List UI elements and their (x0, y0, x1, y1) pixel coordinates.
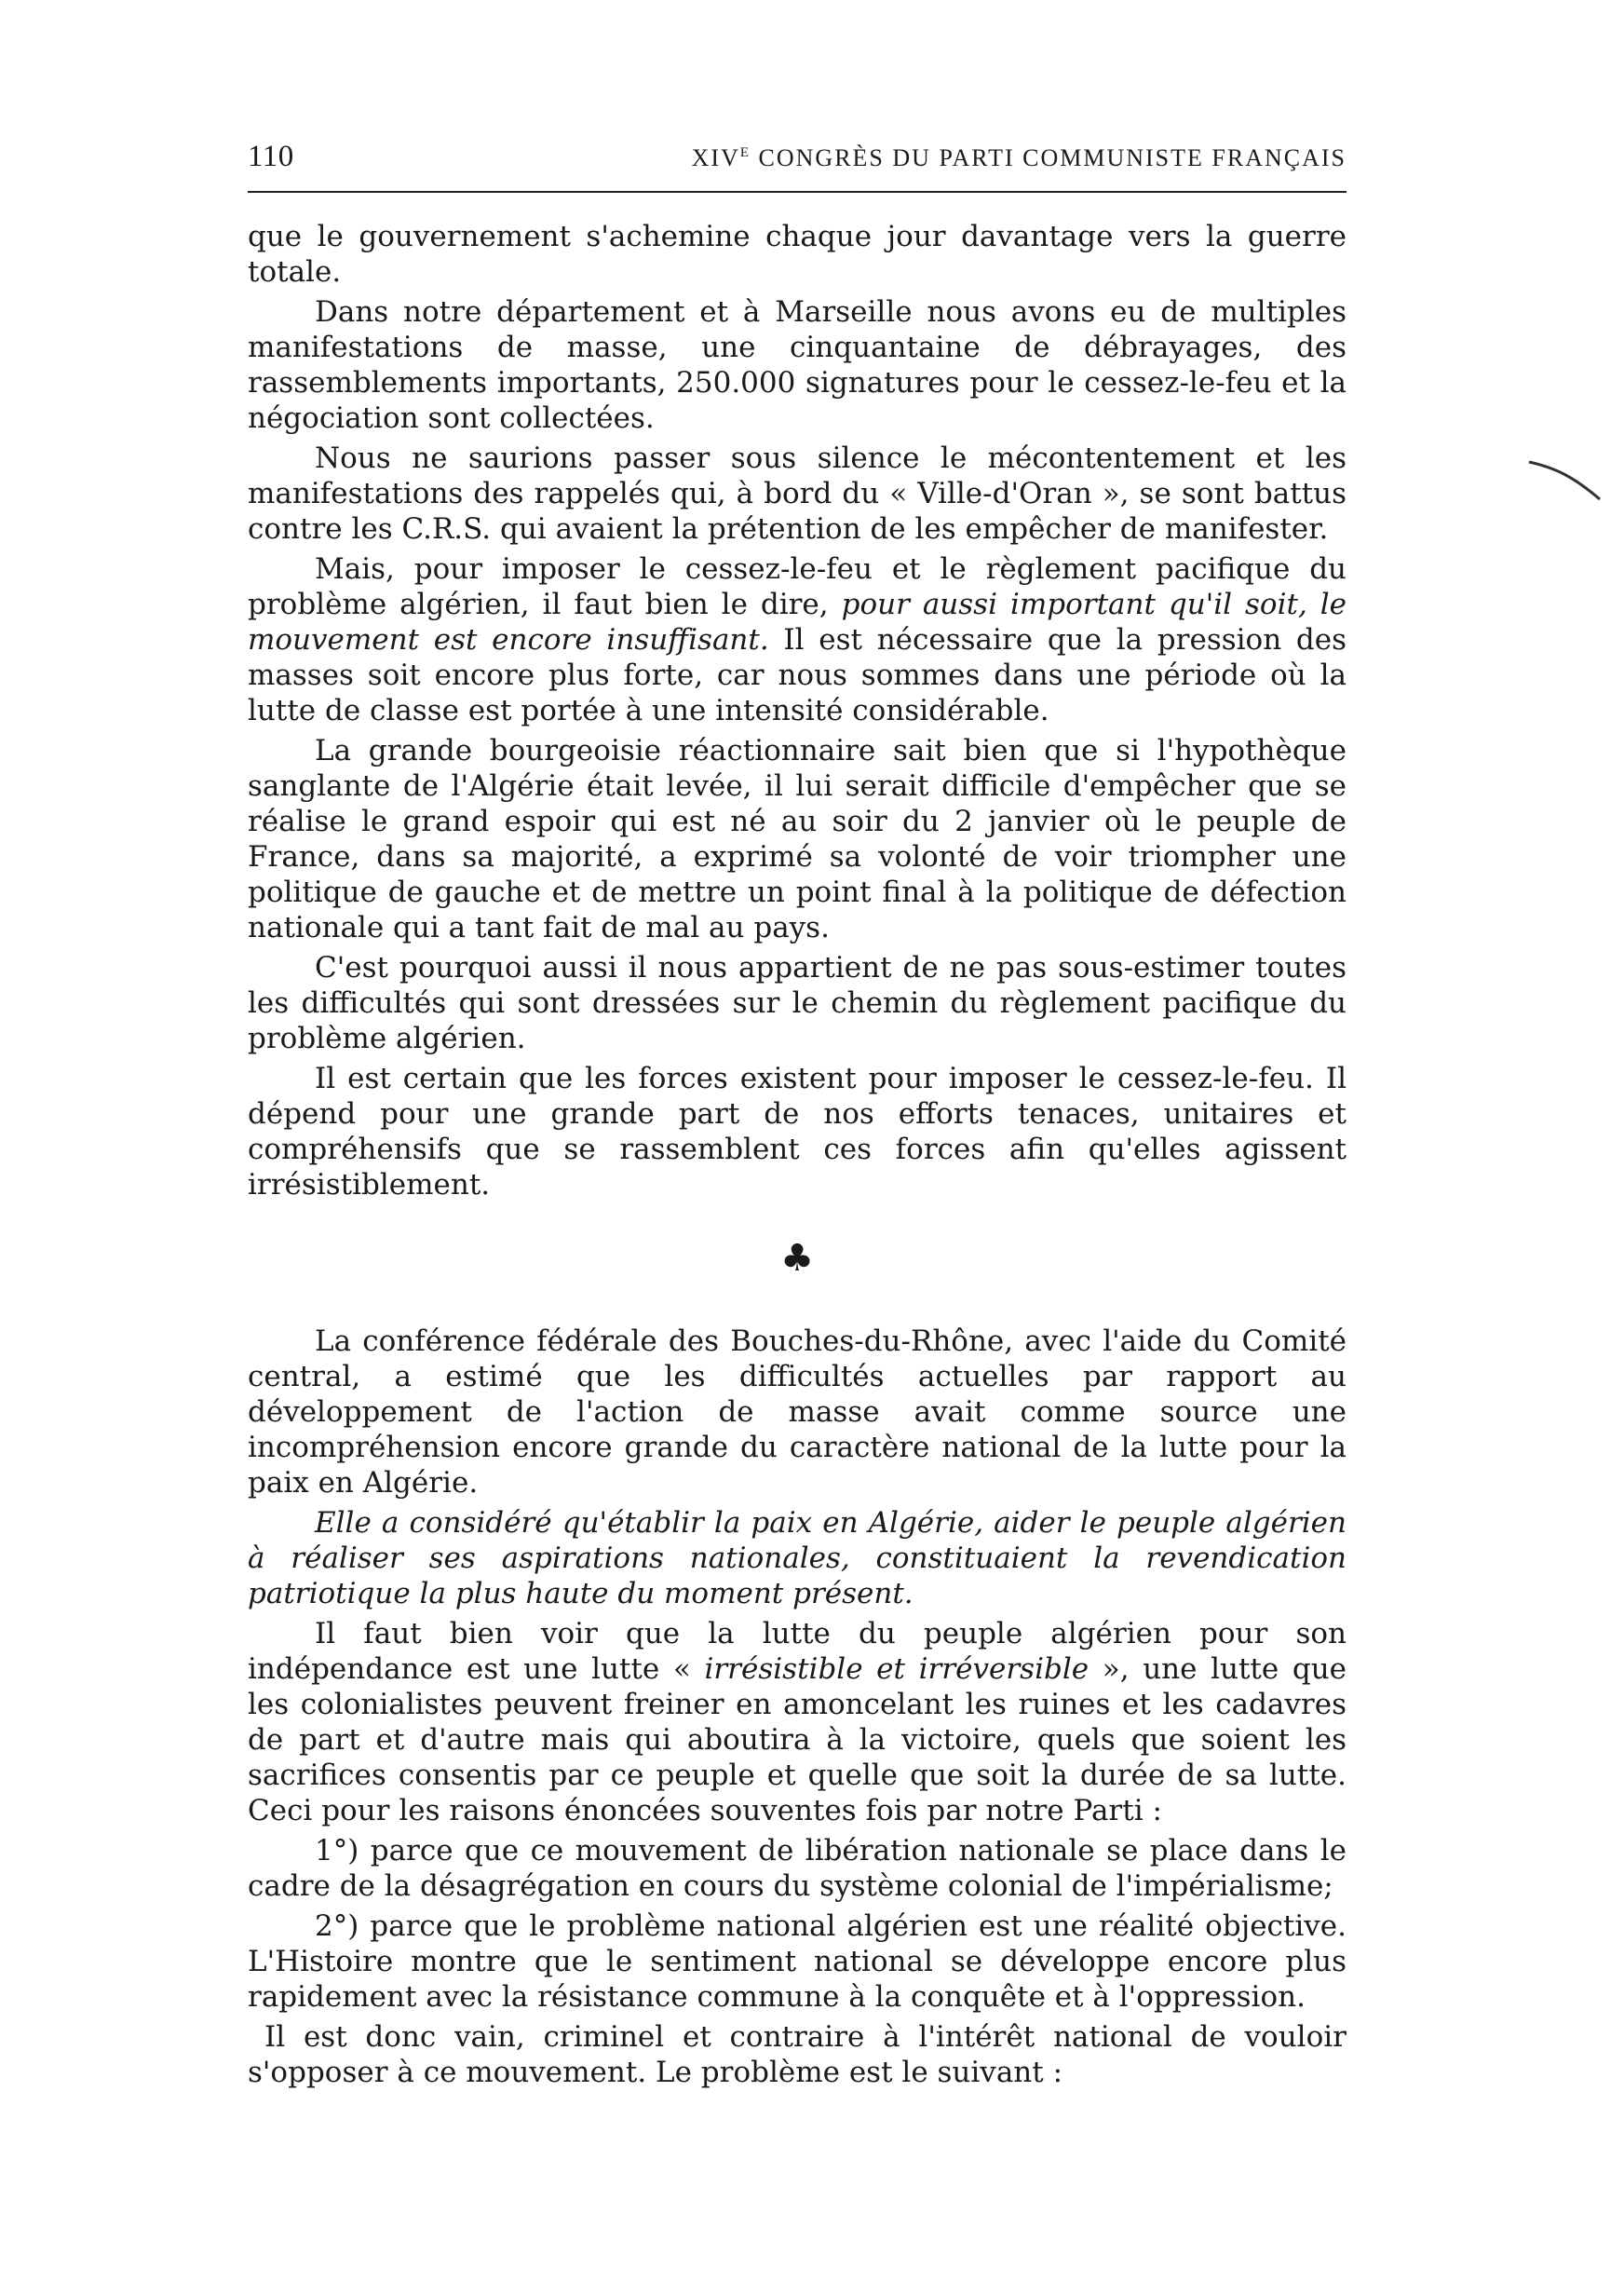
page-number: 110 (248, 140, 294, 173)
running-title-rest: CONGRÈS DU PARTI COMMUNISTE FRANÇAIS (751, 144, 1347, 171)
paragraph-3: Nous ne saurions passer sous silence le mécontentement et les manifestations des rappelés qui, à bord du « Ville-d'Oran », se sont battus contre les C.R.S. qui avaient la prétention de les empêcher de manifester. (248, 441, 1347, 546)
paragraph-12: 2°) parce que le problème national algérien est une réalité objective. L'Histoire montre que le sentiment national se développe encore plus rapidement avec la résistance commune à la conquête et à l'oppression. (248, 1909, 1347, 2014)
paragraph-10-part-a: Il faut bien voir que la lutte du peuple algérien pour son indépendance est une lutte « (248, 1617, 1347, 1686)
paragraph-10 (248, 1616, 1347, 1828)
running-title (692, 144, 1347, 172)
paragraph-6: C'est pourquoi aussi il nous appartient de ne pas sous-estimer toutes les difficultés qui sont dressées sur le chemin du règlement pacifique du problème algérien. (248, 951, 1347, 1055)
paragraph-10-emphasis: irrésistible et irréversible (704, 1652, 1089, 1686)
running-header (248, 140, 1347, 193)
body-text (248, 219, 1347, 2090)
paragraph-9 (248, 1505, 1347, 1611)
paragraph-10-part-b: », une lutte que les colonialistes peuvent freiner en amoncelant les ruines et les cadavres de part et d'autre mais qui aboutira à la victoire, quels que soient les sacrifices consentis par ce peuple et quelle que soit la durée de sa lutte. Ceci pour les raisons énoncées souventes fois par notre Parti : (248, 1652, 1347, 1827)
paragraph-4-part-b: Il est nécessaire que la pression des masses soit encore plus forte, car nous sommes dans une période où la lutte de classe est portée à une intensité considérable. (248, 623, 1347, 727)
paragraph-4-emphasis: pour aussi important qu'il soit, le mouvement est encore insuffisant. (248, 588, 1347, 657)
margin-mark (1527, 456, 1602, 512)
running-title-prefix: XIV (691, 144, 740, 171)
paragraph-9-emphasis: Elle a considéré qu'établir la paix en Algérie, aider le peuple algérien à réaliser ses aspirations nationales, constituaient la revendication patriotique la plus haute du moment présent. (248, 1506, 1347, 1610)
paragraph-11: 1°) parce que ce mouvement de libération nationale se place dans le cadre de la désagrégation en cours du système colonial de l'impérialisme; (248, 1834, 1347, 1903)
paragraph-7: Il est certain que les forces existent pour imposer le cessez-le-feu. Il dépend pour une grande part de nos efforts tenaces, unitaires et compréhensifs que se rassemblent ces forces afin qu'elles agissent irrésistiblement. (248, 1062, 1347, 1202)
paragraph-5: La grande bourgeoisie réactionnaire sait bien que si l'hypothèque sanglante de l'Algérie était levée, il lui serait difficile d'empêcher que se réalise le grand espoir qui est né au soir du 2 janvier où le peuple de France, dans sa majorité, a exprimé sa volonté de voir triompher une politique de gauche et de mettre un point final à la politique de défection nationale qui a tant fait de mal au pays. (248, 734, 1347, 944)
paragraph-1: que le gouvernement s'achemine chaque jour davantage vers la guerre totale. (248, 220, 1347, 289)
document-page (248, 140, 1347, 2095)
section-ornament: ♣ (780, 1237, 814, 1280)
running-title-sup: E (739, 145, 751, 160)
paragraph-8: La conférence fédérale des Bouches-du-Rhône, avec l'aide du Comité central, a estimé que les difficultés actuelles par rapport au développement de l'action de masse avait comme source une incompréhension encore grande du caractère national de la lutte pour la paix en Algérie. (248, 1324, 1347, 1500)
paragraph-13: Il est donc vain, criminel et contraire à l'intérêt national de vouloir s'opposer à ce mouvement. Le problème est le suivant : (248, 2020, 1347, 2089)
paragraph-4-part-a: Mais, pour imposer le cessez-le-feu et le règlement pacifique du problème algérien, il faut bien le dire, (248, 552, 1347, 621)
paragraph-2: Dans notre département et à Marseille nous avons eu de multiples manifestations de masse, une cinquantaine de débrayages, des rassemblements importants, 250.000 signatures pour le cessez-le-feu et la négociation sont collectées. (248, 295, 1347, 435)
paragraph-4 (248, 551, 1347, 728)
